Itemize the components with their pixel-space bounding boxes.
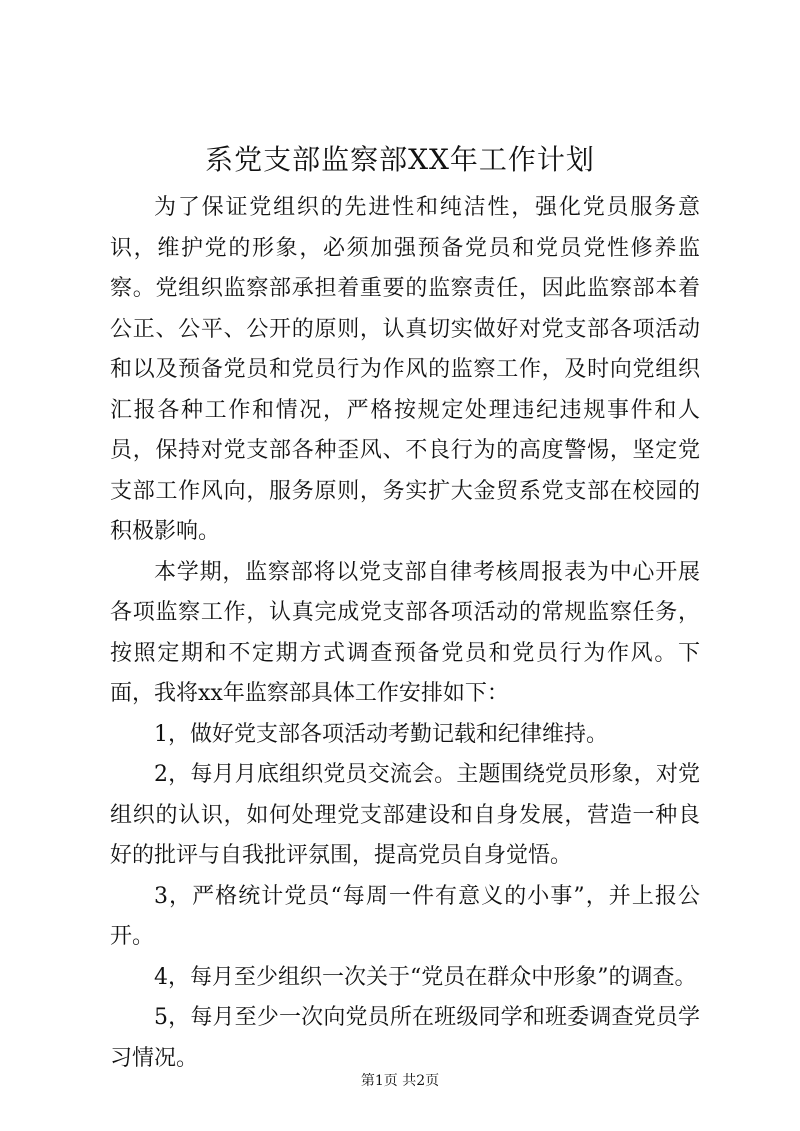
list-item-weekly-stats: 3，严格统计党员“每周一件有意义的小事”，并上报公开。 (110, 883, 700, 949)
document-title: 系党支部监察部XX年工作计划 (205, 143, 595, 176)
page-number-footer: 第1页 共2页 (360, 1073, 440, 1089)
paragraph-semester-plan: 本学期，监察部将以党支部自律考核周报表为中心开展各项监察工作，认真完成党支部各项活动的常规监察任务，按照定期和不定期方式调查预备党员和党员行为作风。下面，我将xx年监察部具体工作安排如下： (110, 559, 700, 706)
list-item-attendance: 1，做好党支部各项活动考勤记载和纪律维持。 (154, 721, 608, 747)
document-body (110, 188, 700, 1079)
list-item-monthly-meeting: 2，每月月底组织党员交流会。主题围绕党员形象，对党组织的认识，如何处理党支部建设和自身发展，营造一种良好的批评与自我批评氛围，提高党员自身觉悟。 (110, 762, 700, 868)
paragraph-intro: 为了保证党组织的先进性和纯洁性，强化党员服务意识，维护党的形象，必须加强预备党员和党员党性修养监察。党组织监察部承担着重要的监察责任，因此监察部本着公正、公平、公开的原则，认真切实做好对党支部各项活动和以及预备党员和党员行为作风的监察工作，及时向党组织汇报各种工作和情况，严格按规定处理违纪违规事件和人员，保持对党支部各种歪风、不良行为的高度警惕，坚定党支部工作风向，服务原则，务实扩大金贸系党支部在校园的积极影响。 (110, 195, 700, 544)
list-item-class-survey: 5，每月至少一次向党员所在班级同学和班委调查党员学习情况。 (110, 1005, 700, 1071)
list-item-survey: 4，每月至少组织一次关于“党员在群众中形象”的调查。 (154, 964, 697, 990)
